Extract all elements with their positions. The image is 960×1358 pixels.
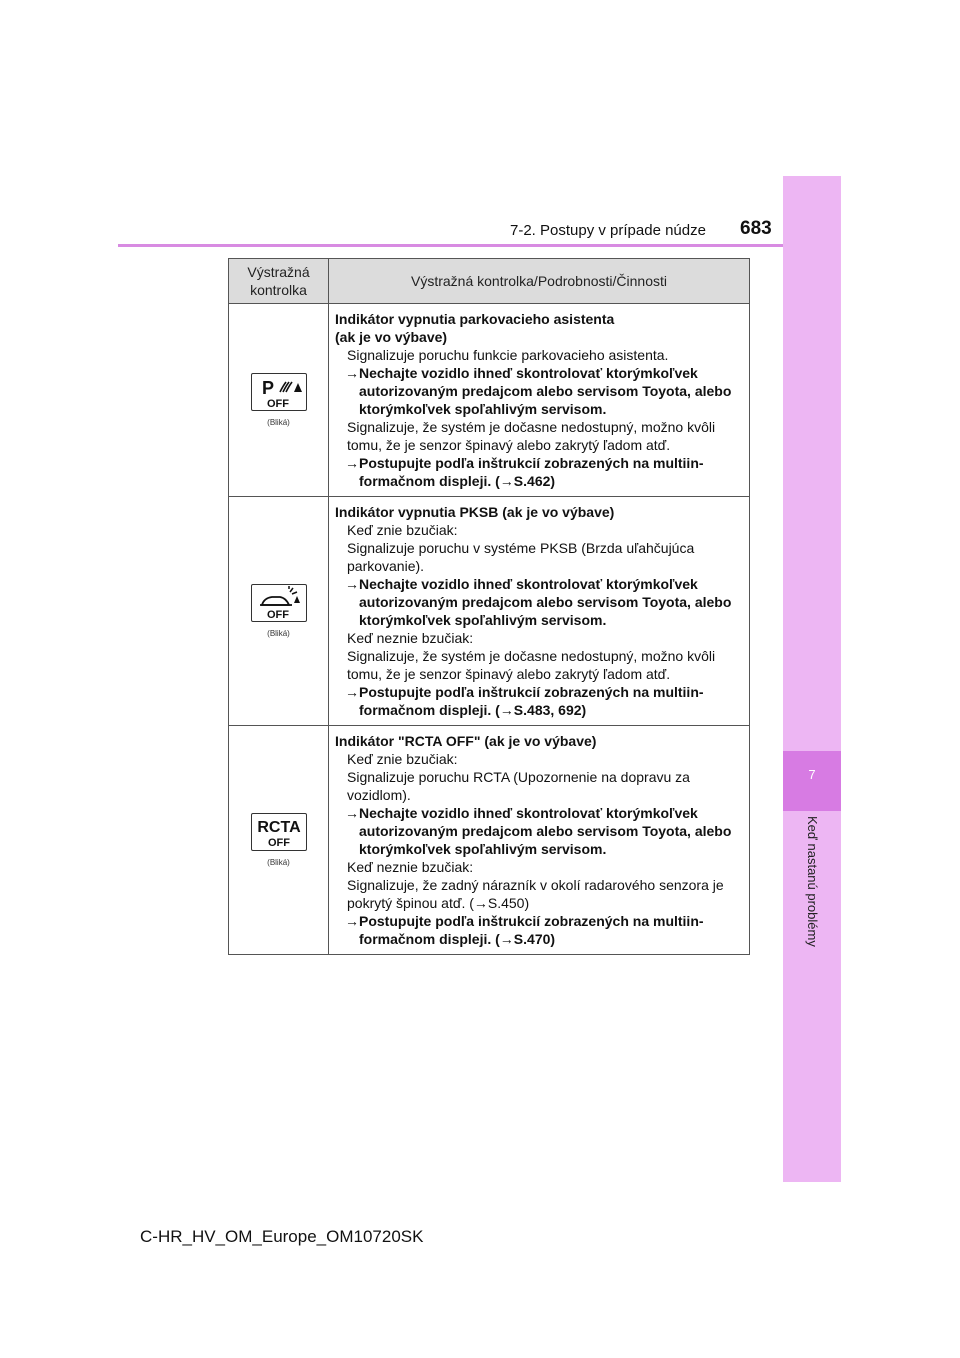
action-text: →Postupujte podľa inštrukcií zobrazených na multiin- formačnom displeji. (→S.462): [335, 454, 743, 490]
details-cell: [329, 497, 750, 726]
icon-caption: (Bliká): [267, 858, 290, 867]
arrow-icon: →: [345, 365, 359, 381]
icon-cell: [229, 497, 329, 726]
chapter-number: 7: [808, 767, 816, 782]
table-row: [229, 497, 750, 726]
arrow-icon: →: [345, 805, 359, 821]
detail-text: Keď neznie bzučiak:: [347, 859, 474, 875]
chapter-number-box: [783, 751, 841, 811]
arrow-icon: →: [345, 913, 359, 929]
detail-text: Signalizuje, že systém je dočasne nedostupný, možno kvôli tomu, že je senzor špinavý alebo zakrytý ľadom atď.: [347, 419, 716, 453]
icon-caption: (Bliká): [267, 418, 290, 427]
table-row: [229, 726, 750, 955]
detail-text: Keď znie bzučiak:: [347, 522, 458, 538]
document-id: C-HR_HV_OM_Europe_OM10720SK: [140, 1227, 424, 1246]
chapter-title-container: [798, 816, 826, 1146]
action-text: →Postupujte podľa inštrukcií zobrazených na multiin- formačnom displeji. (→S.483, 692): [335, 683, 743, 719]
row-title: Indikátor vypnutia parkovacieho asistenta: [335, 311, 615, 327]
header-rule: [118, 244, 783, 247]
row-title-cont: (ak je vo výbave): [335, 329, 448, 345]
action-text: →Postupujte podľa inštrukcií zobrazených na multiin- formačnom displeji. (→S.470): [335, 912, 743, 948]
arrow-icon: →: [345, 684, 359, 700]
chapter-title: Keď nastanú problémy: [805, 816, 820, 947]
icon-cell: [229, 726, 329, 955]
detail-text: Keď neznie bzučiak:: [347, 630, 474, 646]
row-title: Indikátor vypnutia PKSB (ak je vo výbave): [335, 504, 615, 520]
rcta-off-icon: [251, 813, 307, 851]
col-header-details: Výstražná kontrolka/Podrobnosti/Činnosti: [329, 259, 750, 304]
detail-text: Signalizuje, že zadný nárazník v okolí radarového senzora je pokrytý špinou atď. (→S.450): [347, 877, 724, 911]
icon-rcta-label: RCTA: [256, 819, 301, 836]
action-text: →Nechajte vozidlo ihneď skontrolovať ktorýmkoľvek autorizovaným predajcom alebo servisom Toyota, alebo ktorýmkoľvek spoľahlivým servisom.: [335, 364, 743, 418]
detail-text: Signalizuje poruchu funkcie parkovacieho asistenta.: [347, 347, 669, 363]
col-header-warning-light: Výstražná kontrolka: [229, 259, 329, 304]
icon-off-label: OFF: [267, 837, 290, 849]
action-text: →Nechajte vozidlo ihneď skontrolovať ktorýmkoľvek autorizovaným predajcom alebo servisom Toyota, alebo ktorýmkoľvek spoľahlivým servisom.: [335, 575, 743, 629]
icon-off-label: OFF: [266, 609, 289, 621]
section-title: 7-2. Postupy v prípade núdze: [510, 222, 706, 239]
action-text: →Nechajte vozidlo ihneď skontrolovať ktorýmkoľvek autorizovaným predajcom alebo servisom Toyota, alebo ktorýmkoľvek spoľahlivým servisom.: [335, 804, 743, 858]
arrow-icon: →: [345, 576, 359, 592]
icon-caption: (Bliká): [267, 629, 290, 638]
table-row: [229, 304, 750, 497]
details-cell: [329, 304, 750, 497]
chapter-side-tab: [783, 176, 841, 1182]
warning-lights-table: [228, 258, 750, 955]
row-title: Indikátor "RCTA OFF" (ak je vo výbave): [335, 733, 597, 749]
pksb-off-icon: [251, 584, 307, 622]
icon-off-label: OFF: [266, 398, 289, 410]
arrow-icon: →: [345, 455, 359, 471]
detail-text: Signalizuje poruchu v systéme PKSB (Brzda uľahčujúca parkovanie).: [347, 540, 695, 574]
detail-text: Signalizuje poruchu RCTA (Upozornenie na dopravu za vozidlom).: [347, 769, 690, 803]
icon-p-letter: P: [261, 378, 274, 398]
icon-cell: [229, 304, 329, 497]
detail-text: Signalizuje, že systém je dočasne nedostupný, možno kvôli tomu, že je senzor špinavý alebo zakrytý ľadom atď.: [347, 648, 716, 682]
page-number: 683: [740, 218, 772, 239]
details-cell: [329, 726, 750, 955]
detail-text: Keď znie bzučiak:: [347, 751, 458, 767]
parking-assist-off-icon: [251, 373, 307, 411]
table-header-row: [229, 259, 750, 304]
